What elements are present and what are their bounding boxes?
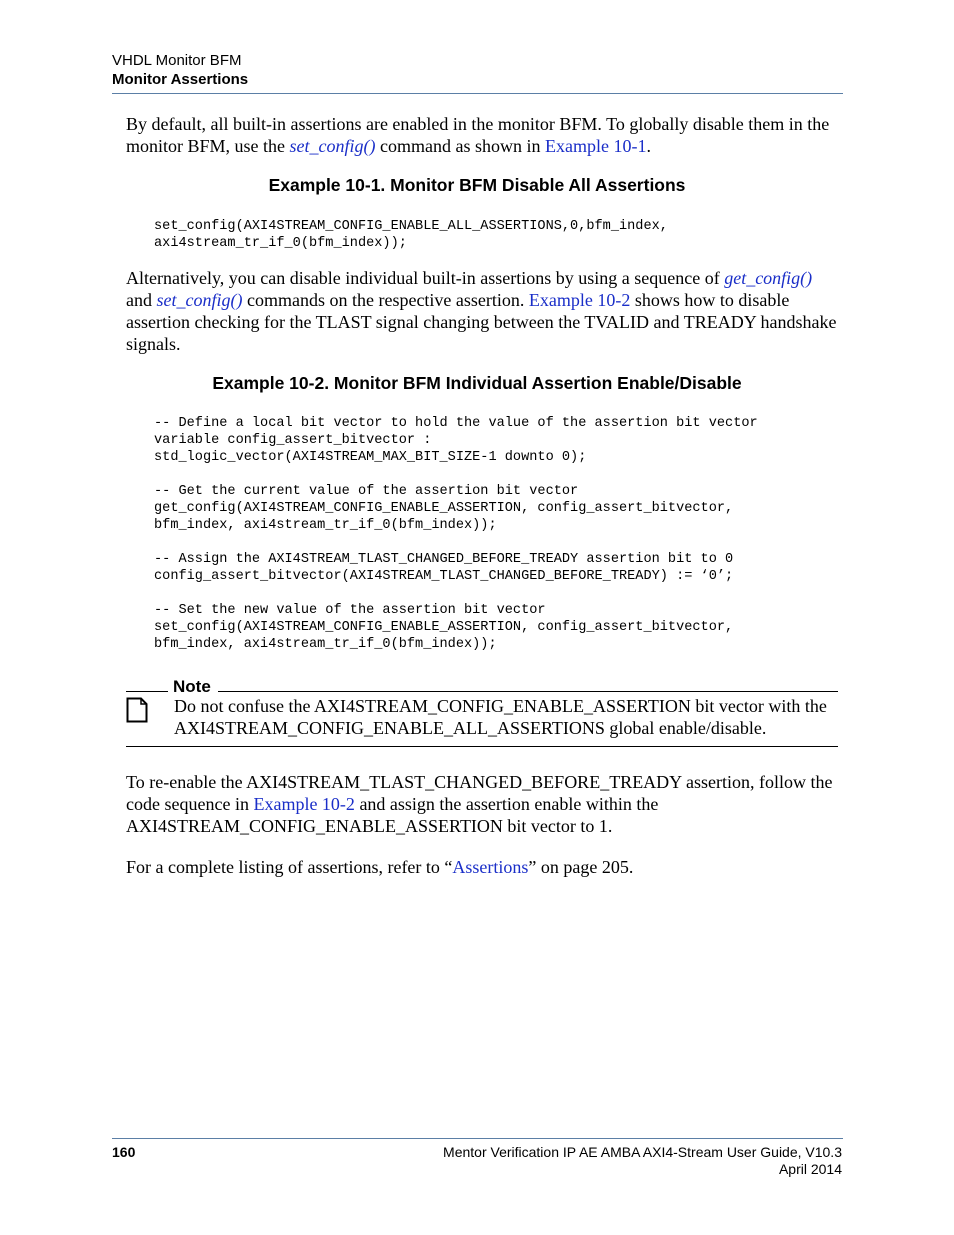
example-10-1-code: set_config(AXI4STREAM_CONFIG_ENABLE_ALL_ASSERTIONS,0,bfm_index, axi4stream_tr_if_0(bfm_index)); xyxy=(154,219,668,251)
example-10-1-title: Example 10-1. Monitor BFM Disable All Assertions xyxy=(268,175,686,195)
note-top-rule-right xyxy=(218,691,838,692)
example-10-2-link[interactable]: Example 10-2 xyxy=(528,290,631,310)
example-10-2-link-2[interactable]: Example 10-2 xyxy=(253,794,355,814)
example-10-1-link[interactable]: Example 10-1 xyxy=(544,136,647,156)
header-divider xyxy=(112,93,843,94)
assertions-reference-paragraph: For a complete listing of assertions, refer to “Assertions” on page 205. xyxy=(126,857,634,877)
example-10-2-code: -- Define a local bit vector to hold the value of the assertion bit vector variable config_assert_bitvector : std_logic_vector(AXI4STREAM_MAX_BIT_SIZE-1 downto 0); -- Get the current value of the assertion bit vector get_config(AXI4STREAM_CONFIG_ENABLE_ASSERTION, config_assert_bitvector, bfm_index, axi4stream_tr_if_0(bfm_index)); -- Assign the AXI4STREAM_TLAST_CHANGED_BEFORE_TREADY assertion bit to 0 config_assert_bitvector(AXI4STREAM_TLAST_CHANGED_BEFORE_TREADY) := ‘0’; -- Set the new value of the assertion bit vector set_config(AXI4STREAM_CONFIG_ENABLE_ASSERTION, config_assert_bitvector, bfm_index, axi4stream_tr_if_0(bfm_index)); xyxy=(154,416,758,652)
note-bottom-rule xyxy=(126,746,838,747)
example-10-2-title: Example 10-2. Monitor BFM Individual Assertion Enable/Disable xyxy=(212,373,742,393)
note-label: Note xyxy=(173,677,211,696)
set-config-link-2[interactable]: set_config() xyxy=(156,290,243,310)
running-header-section: VHDL Monitor BFM xyxy=(112,52,242,69)
reenable-paragraph: To re-enable the AXI4STREAM_TLAST_CHANGED_BEFORE_TREADY assertion, follow the code sequence in Example 10-2 and assign the assertion enable within the AXI4STREAM_CONFIG_ENABLE_ASSERTION bit vector to 1. xyxy=(126,772,833,836)
assertions-link[interactable]: Assertions xyxy=(452,857,529,877)
note-text: Do not confuse the AXI4STREAM_CONFIG_ENABLE_ASSERTION bit vector with the AXI4STREAM_CONFIG_ENABLE_ALL_ASSERTIONS global enable/disable. xyxy=(174,696,827,738)
page-number: 160 xyxy=(112,1144,136,1160)
alternative-paragraph: Alternatively, you can disable individual built-in assertions by using a sequence of get_config() and set_config() commands on the respective assertion. Example 10-2 shows how to disable assertion checking for the TLAST signal changing between the TVALID and TREADY handshake signals. xyxy=(126,268,837,354)
footer-doc-title: Mentor Verification IP AE AMBA AXI4-Stream User Guide, V10.3 xyxy=(443,1144,842,1160)
note-page-icon xyxy=(126,697,148,728)
footer-divider xyxy=(112,1138,843,1139)
running-header-subsection: Monitor Assertions xyxy=(112,71,249,88)
note-top-rule-left xyxy=(126,691,168,692)
set-config-link[interactable]: set_config() xyxy=(289,136,376,156)
intro-paragraph: By default, all built-in assertions are enabled in the monitor BFM. To globally disable them in the monitor BFM, use the set_config() command as shown in Example 10-1. xyxy=(126,114,830,156)
footer-date: April 2014 xyxy=(778,1161,842,1177)
get-config-link[interactable]: get_config() xyxy=(724,268,813,288)
